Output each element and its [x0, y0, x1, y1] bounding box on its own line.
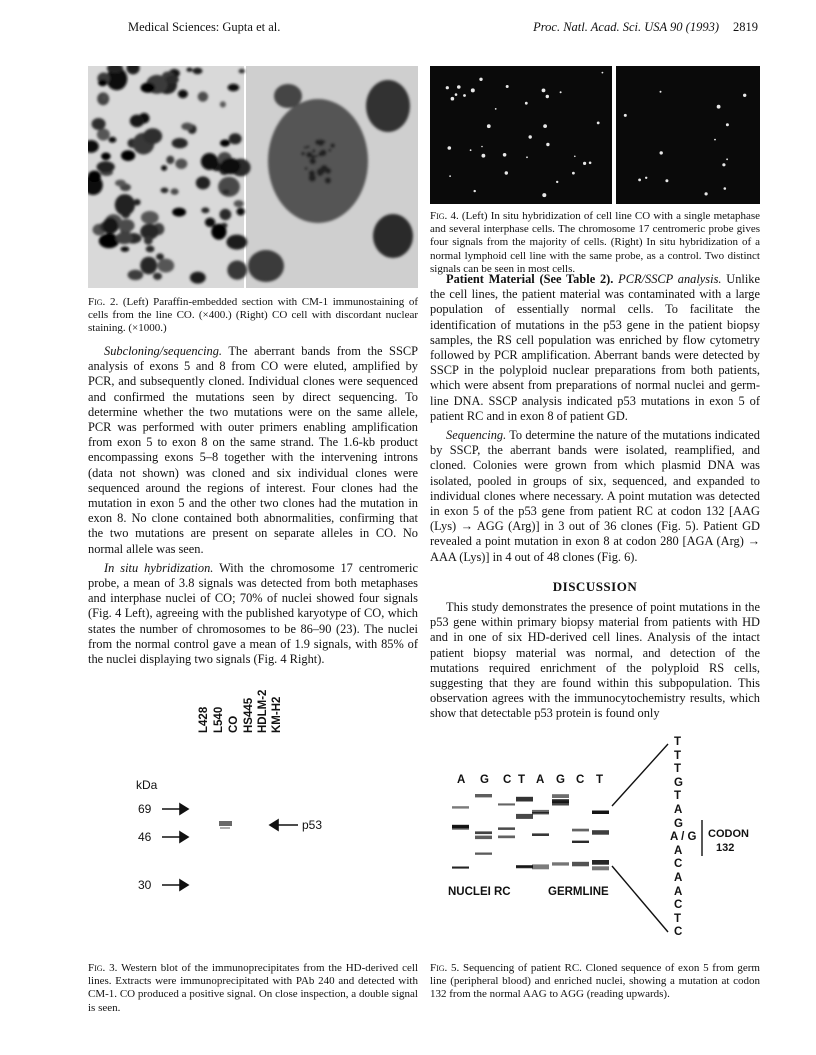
marker-arrows: [162, 804, 298, 890]
paragraph-sequencing: Sequencing. To determine the nature of the mutations indicated by SSCP, the aberrant bands were isolated, reamplified, and cloned. Colonies were grown from which plasmid DNA was isolated, pooled in groups of six, sequenced, and expanded to individual clones where necessary. A point mutation was detected in exon 5 of the p53 gene from patient RC at codon 132 [AAG (Lys) → AGG (Arg)] in 3 out of 36 clones (Fig. 5). Patient GD revealed a point mutation in exon 8 at codon 280 [AGA (Arg) → AAA (Lys)] in 4 out of 48 clones (Fig. 6).: [430, 428, 760, 564]
sequence-base: A: [674, 885, 683, 898]
left-column-text: [88, 344, 418, 667]
germline-label: GERMLINE: [548, 886, 609, 898]
codon-label: CODON: [708, 828, 749, 840]
lane-label: CO: [228, 715, 240, 733]
sequence-base: T: [674, 736, 682, 748]
sequence-base: A: [674, 804, 683, 816]
paragraph-subcloning: Subcloning/sequencing. The aberrant bands from the SSCP analysis of exons 5 and 8 from CO were eluted, amplified by PCR, and subsequently cloned. Individual clones were sequenced and confirmed the mutations seen by direct sequencing. To determine whether the two mutations were on the same allele, PCR was performed with outer primers enabling amplification from exon 5 to exon 8 on the same strand. The 1.6-kb product encompassing exons 5–8 together with the intervening introns (data not shown) was cloned and six individual clones were sequenced around the regions of interest. Four clones had the mutation in exon 5 and the other two clones had the mutation in exon 8. No clone contained both abnormalities, confirming that the two mutations are present on separate alleles in CO. No normal allele was seen.: [88, 344, 418, 556]
sequence-base: C: [674, 899, 683, 912]
figure-2-image: [88, 66, 418, 288]
sequence-base: A: [674, 872, 683, 884]
figure-2-label: Fig. 2.: [88, 296, 119, 308]
lane-letter: T: [596, 774, 604, 786]
lane-letter: A: [457, 774, 466, 786]
marker-46: 46: [138, 830, 152, 844]
sequence-base: G: [674, 776, 683, 789]
figure-5-caption-text: Sequencing of patient RC. Cloned sequence of exon 5 from germ line (peripheral blood) and enriched nuclei, showing a mutation at codon 132 from the normal AAG to AGG (reading upwards).: [430, 962, 760, 1001]
lane-letter: C: [576, 774, 585, 786]
lane-label: HS445: [243, 697, 255, 733]
sequence-base: C: [674, 926, 683, 939]
figure-2-caption: [88, 296, 418, 336]
lane-label: L428: [198, 706, 210, 733]
lane-label: L540: [213, 706, 225, 733]
sequence-base: T: [674, 749, 682, 762]
figure-3-label: Fig. 3.: [88, 962, 118, 974]
figure-3-caption-text: Western blot of the immunoprecipitates from the HD-derived cell lines. Extracts were immunoprecipitated with PAb 240 and detected with CM-1. CO produced a positive signal. On close inspection, a double signal is seen.: [88, 962, 418, 1014]
marker-69: 69: [138, 802, 152, 816]
discussion-heading: DISCUSSION: [552, 578, 638, 594]
running-header: [128, 20, 758, 38]
lane-letter: A: [536, 774, 545, 786]
marker-30: 30: [138, 878, 152, 892]
sequence-base: T: [674, 790, 682, 803]
figure-5-gel: [440, 736, 760, 942]
figure-4-image: [430, 66, 760, 204]
sequence-base: C: [674, 858, 683, 871]
page-number: 2819: [733, 20, 758, 34]
figure-3-blot: [88, 690, 418, 920]
lane-letter: T: [518, 774, 526, 786]
lane-label: HDLM-2: [257, 689, 269, 733]
sequence-base: A: [674, 844, 683, 857]
sequence-base: A / G: [670, 831, 697, 844]
right-column-text: [430, 272, 760, 722]
figure-4-caption: [430, 210, 760, 276]
header-journal: Proc. Natl. Acad. Sci. USA 90 (1993) 2819: [533, 20, 758, 34]
figure-3-caption: [88, 962, 418, 1015]
figure-4-caption-text: (Left) In situ hybridization of cell line CO with a single metaphase and several interphase cells. The chromosome 17 centromeric probe gives four signals from the majority of cells. (Right) In situ hybridization of a normal lymphoid cell line with the same probe, as a control. Two distinct signals can be seen in most cells.: [430, 210, 761, 275]
kda-label: kDa: [136, 778, 158, 792]
nuclei-rc-label: NUCLEI RC: [448, 886, 511, 898]
figure-2-caption-text: (Left) Paraffin-embedded section with CM-1 immunostaining of cells from the line CO. (×400.) (Right) CO cell with discordant nuclear staining. (×1000.): [88, 296, 419, 335]
lane-letter: G: [480, 774, 489, 786]
paragraph-in-situ: In situ hybridization. With the chromosome 17 centromeric probe, a mean of 3.8 signals was detected from both metaphases and interphase nuclei of CO; 70% of nuclei showed four signals (Fig. 4 Left), agreeing with the published karyotype of CO, which states the number of chromosomes to be 86–90 (23). The nuclei from the normal control gave a mean of 1.9 signals, with 85% of the nuclei displaying two signals (Fig. 4 Right).: [88, 560, 418, 667]
paragraph-discussion: This study demonstrates the presence of point mutations in the p53 gene within primary biopsy material from patients with HD and in one of six HD-derived cell lines. Analysis of the intact patient biopsy material was normal, and detection of the mutations required enrichment of the polyploid RS cells, suggesting that they are found within this subpopulation. This observation agrees with the immunocytochemistry results, which show that detectable p53 protein is found only: [430, 600, 760, 721]
p53-band: [219, 821, 232, 826]
sequence-base: G: [674, 817, 683, 830]
lane-letter: G: [556, 774, 565, 786]
lane-letter: C: [503, 774, 512, 786]
header-section: Medical Sciences: Gupta et al.: [128, 20, 281, 34]
sequence-base: T: [674, 912, 682, 925]
figure-5-caption: [430, 962, 760, 1002]
lane-label: KM-H2: [271, 696, 283, 733]
figure-4-label: Fig. 4.: [430, 210, 459, 222]
figure-5-label: Fig. 5.: [430, 962, 460, 974]
sequence-base: T: [674, 763, 682, 776]
paragraph-patient-material: Patient Material (See Table 2). PCR/SSCP analysis. Unlike the cell lines, the patient material was contaminated with a large population of essentially normal cells. To facilitate the identification of mutations in the p53 gene in the patient biopsy samples, the RS cell population was enriched by flow cytometry followed by PCR amplification. Aberrant bands were detected by SSCP in the polyploid nuclear preparations from both patients, which were absent from preparations of normal nuclei and germ-line DNA. SSCP analysis indicated p53 mutations in exon 5 of patient RC and in exon 8 of patient GD.: [430, 272, 760, 423]
p53-label: p53: [302, 818, 323, 832]
codon-number: 132: [716, 842, 735, 854]
